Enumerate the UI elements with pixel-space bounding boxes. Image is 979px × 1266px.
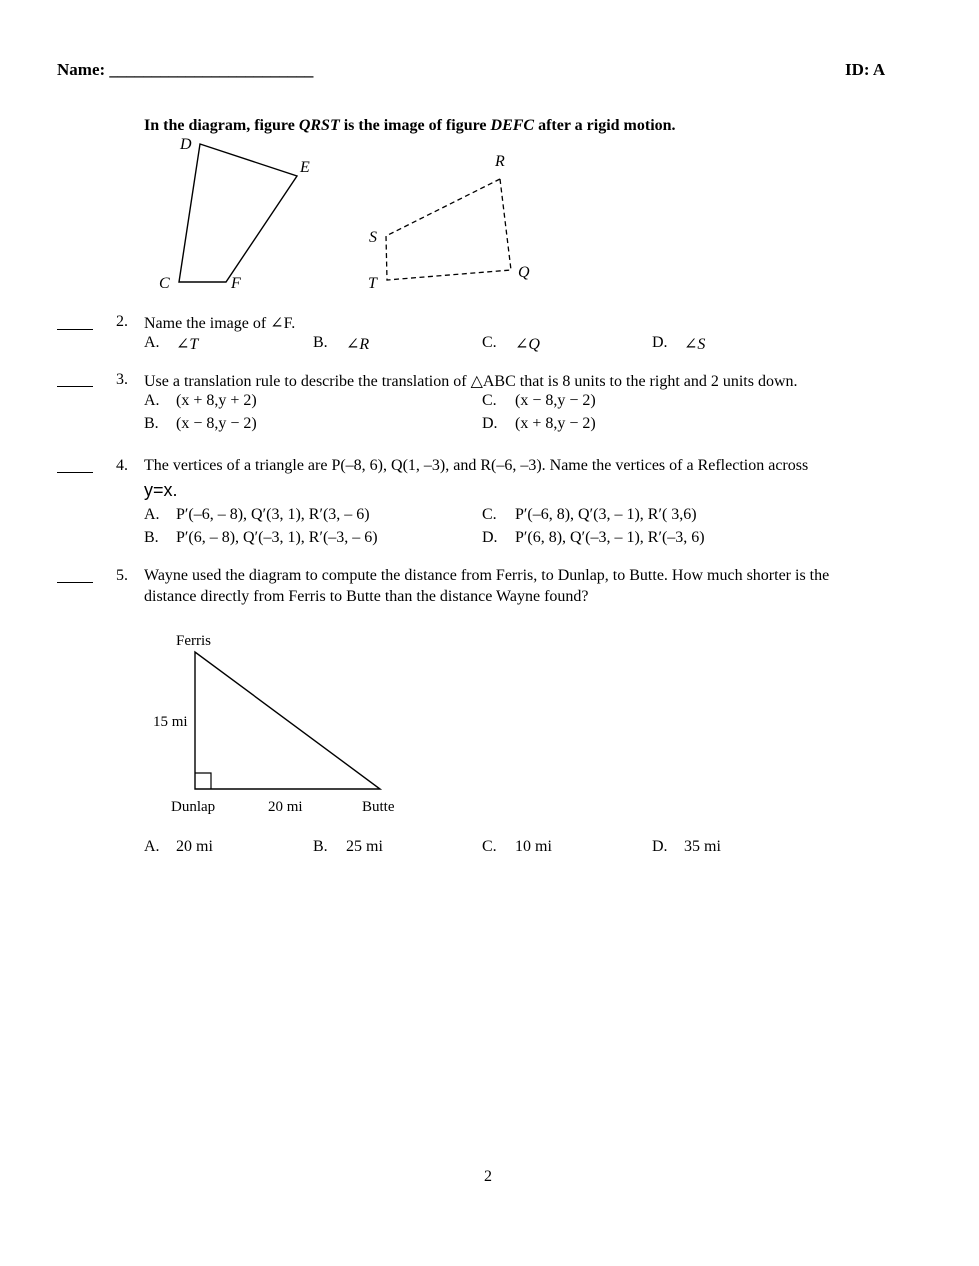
- page-number: 2: [484, 1168, 492, 1185]
- question-number: 5.: [116, 567, 128, 584]
- choice-letter: C.: [482, 392, 497, 409]
- answer-blank-q3[interactable]: [57, 386, 93, 387]
- choice-text: P′(–6, – 8), Q′(3, 1), R′(3, – 6): [176, 506, 370, 523]
- choice-text: ∠R: [346, 336, 370, 353]
- choice-text: P′(6, – 8), Q′(–3, 1), R′(–3, – 6): [176, 529, 378, 546]
- label-f: F: [231, 275, 241, 292]
- label-e: E: [300, 159, 310, 176]
- name-blank: ________________________: [109, 60, 314, 79]
- label-c: C: [159, 275, 170, 292]
- answer-blank-q4[interactable]: [57, 472, 93, 473]
- answer-blank-q2[interactable]: [57, 329, 93, 330]
- figure-name-defc: DEFC: [490, 117, 535, 134]
- id-label: ID:: [845, 60, 870, 79]
- choice-text: P′(–6, 8), Q′(3, – 1), R′( 3,6): [515, 506, 697, 523]
- label-d: D: [180, 136, 192, 153]
- label-r: R: [495, 153, 505, 170]
- choice-letter: D.: [652, 838, 668, 855]
- choice-letter: D.: [652, 334, 668, 351]
- choice-text: (x − 8,y − 2): [515, 392, 596, 409]
- choice-letter: C.: [482, 334, 497, 351]
- question-stem: The vertices of a triangle are P(–8, 6), Q(1, –3), and R(–6, –3). Name the vertices of a Reflection across: [144, 457, 809, 474]
- label-q: Q: [518, 264, 530, 281]
- choice-text: (x + 8,y + 2): [176, 392, 257, 409]
- label-ferris: Ferris: [176, 633, 211, 649]
- choice-text: ∠Q: [515, 336, 540, 353]
- right-angle-marker: [195, 773, 211, 789]
- choice-letter: A.: [144, 838, 160, 855]
- question-number: 3.: [116, 371, 128, 388]
- name-label: Name:: [57, 60, 106, 79]
- choice-letter: C.: [482, 838, 497, 855]
- intro-text: In the diagram, figure QRST is the image of figure DEFC after a rigid motion.: [144, 117, 676, 134]
- question-stem: Name the image of ∠F.: [144, 315, 296, 332]
- question-stem-line2: y=x.: [144, 480, 178, 500]
- choice-letter: D.: [482, 415, 498, 432]
- choice-letter: A.: [144, 392, 160, 409]
- label-butte: Butte: [362, 799, 395, 815]
- question-stem: Use a translation rule to describe the translation of △ABC that is 8 units to the right and 2 units down.: [144, 373, 798, 390]
- label-dunlap: Dunlap: [171, 799, 216, 815]
- choice-letter: B.: [313, 334, 328, 351]
- label-t: T: [368, 275, 377, 292]
- distance-triangle-figure: [153, 633, 395, 815]
- question-stem: Wayne used the diagram to compute the distance from Ferris, to Dunlap, to Butte. How much shorter is the: [144, 567, 830, 584]
- choice-letter: A.: [144, 506, 160, 523]
- choice-text: 25 mi: [346, 838, 383, 855]
- label-20-mi: 20 mi: [268, 799, 303, 815]
- choice-letter: C.: [482, 506, 497, 523]
- id-value: A: [872, 60, 886, 79]
- quadrilateral-defc: [179, 144, 297, 282]
- question-number: 4.: [116, 457, 128, 474]
- choice-letter: B.: [144, 529, 159, 546]
- choice-text: ∠T: [176, 336, 199, 353]
- choice-letter: B.: [313, 838, 328, 855]
- choice-letter: B.: [144, 415, 159, 432]
- choice-letter: A.: [144, 334, 160, 351]
- quadrilateral-qrst: [386, 179, 511, 280]
- choice-text: 35 mi: [684, 838, 721, 855]
- choice-text: (x − 8,y − 2): [176, 415, 257, 432]
- question-number: 2.: [116, 313, 128, 330]
- choice-text: (x + 8,y − 2): [515, 415, 596, 432]
- question-stem-line2: distance directly from Ferris to Butte than the distance Wayne found?: [144, 588, 589, 605]
- choice-text: 10 mi: [515, 838, 552, 855]
- right-triangle: [195, 652, 380, 789]
- label-s: S: [369, 229, 377, 246]
- choice-text: ∠S: [684, 336, 706, 353]
- choice-text: P′(6, 8), Q′(–3, – 1), R′(–3, 6): [515, 529, 705, 546]
- label-15-mi: 15 mi: [153, 714, 188, 730]
- choice-letter: D.: [482, 529, 498, 546]
- figure-name-qrst: QRST: [298, 117, 340, 134]
- choice-text: 20 mi: [176, 838, 213, 855]
- answer-blank-q5[interactable]: [57, 582, 93, 583]
